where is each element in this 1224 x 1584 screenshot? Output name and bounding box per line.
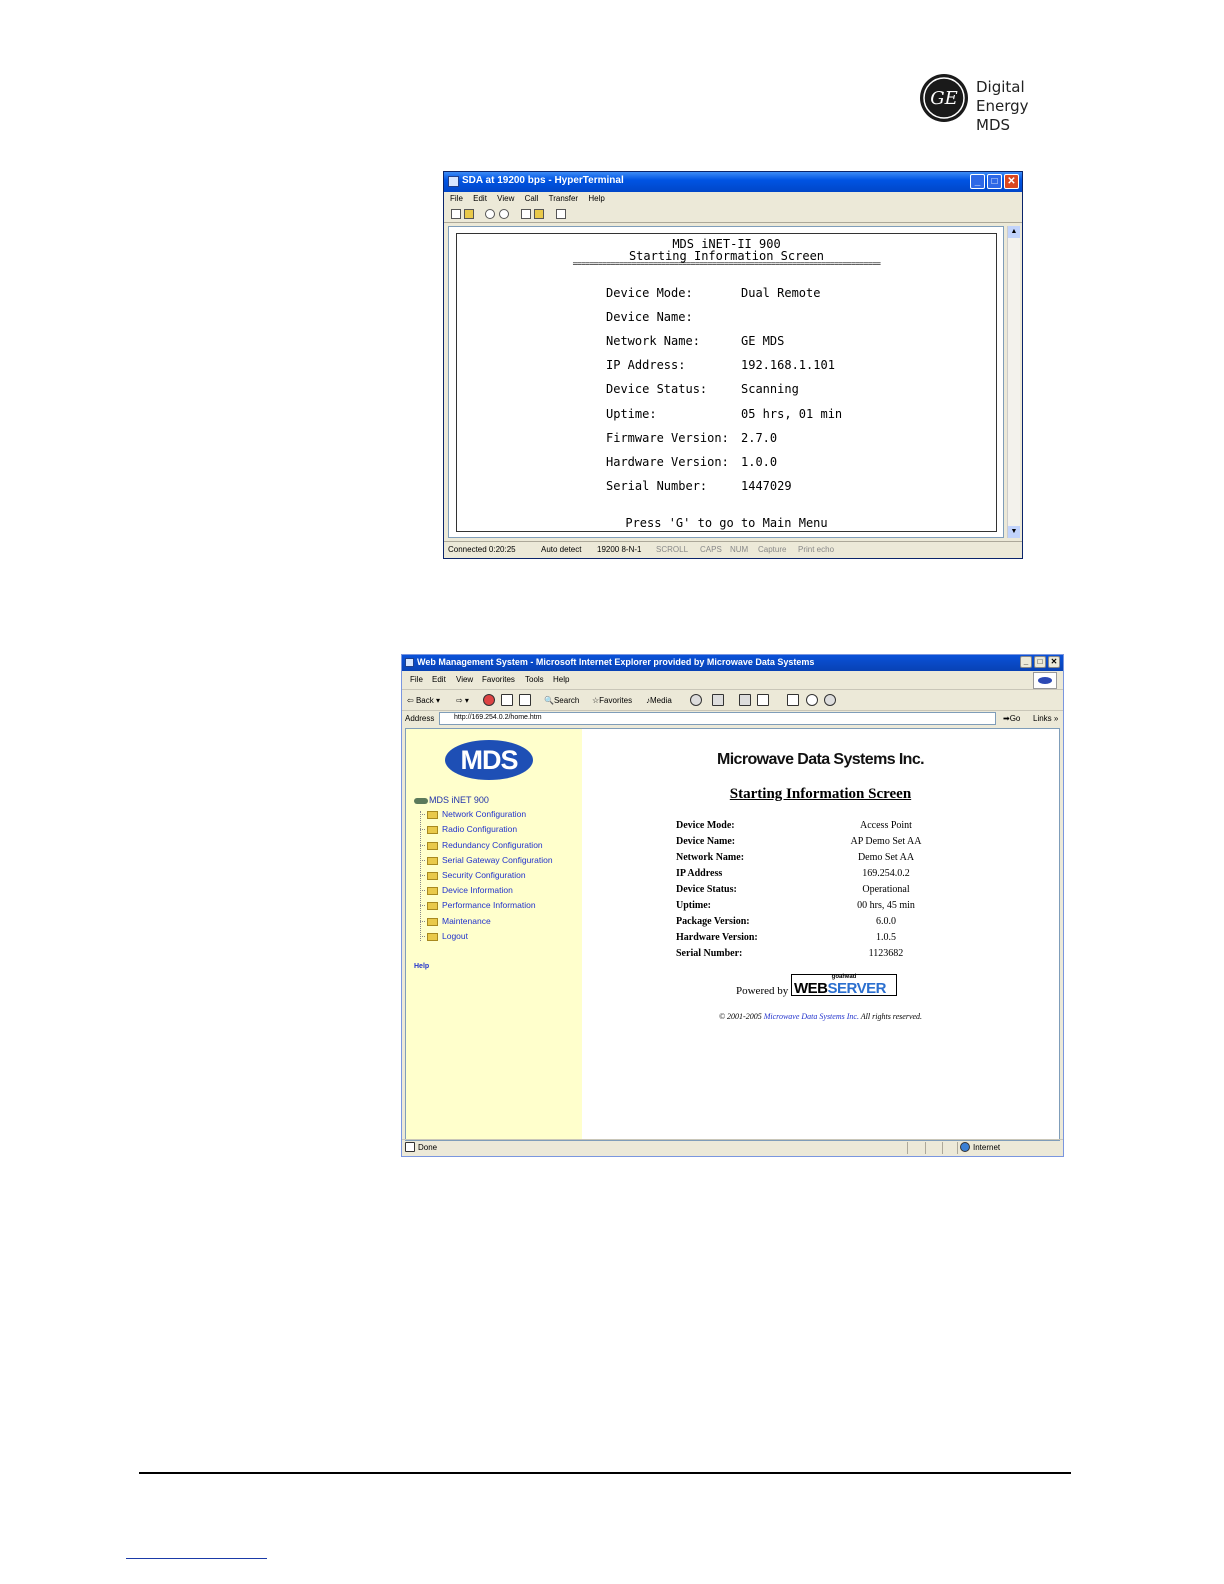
mds-link[interactable]: Microwave Data Systems Inc. bbox=[763, 1012, 859, 1021]
properties-icon[interactable] bbox=[556, 209, 566, 219]
status-zone: Internet bbox=[973, 1143, 1001, 1152]
folder-icon bbox=[427, 857, 438, 865]
mds-brand-icon bbox=[1033, 672, 1057, 689]
ge-monogram-icon bbox=[918, 72, 970, 124]
minimize-button[interactable]: _ bbox=[1020, 656, 1032, 668]
company-title: Microwave Data Systems Inc. bbox=[716, 751, 924, 768]
close-button[interactable]: ✕ bbox=[1004, 174, 1019, 189]
nav-network-configuration[interactable]: Network Configuration bbox=[420, 809, 526, 819]
nav-maintenance[interactable]: Maintenance bbox=[420, 916, 491, 926]
address-url: http://169.254.0.2/home.htm bbox=[454, 714, 542, 721]
window-title: SDA at 19200 bps - HyperTerminal bbox=[462, 175, 624, 186]
mail-icon[interactable] bbox=[712, 694, 724, 706]
tree-root-mds-inet-900[interactable]: MDS iNET 900 bbox=[414, 795, 489, 805]
forward-button[interactable]: ⇨ ▾ bbox=[456, 696, 469, 705]
nav-sidebar bbox=[406, 729, 582, 1140]
menu-edit[interactable]: Edit bbox=[432, 675, 446, 684]
device-icon bbox=[414, 798, 428, 804]
address-input[interactable] bbox=[439, 712, 996, 725]
search-button[interactable]: 🔍Search bbox=[544, 696, 580, 705]
connect-icon[interactable] bbox=[485, 209, 495, 219]
nav-redundancy-configuration[interactable]: Redundancy Configuration bbox=[420, 840, 543, 850]
ie-app-icon bbox=[405, 658, 414, 667]
status-caps: CAPS bbox=[700, 545, 722, 554]
mds-logo: MDS bbox=[445, 740, 533, 780]
terminal-frame: MDS iNET-II 900 Starting Information Screen ========================================================================= Device Mode: Dual Remote Device Name: Network Name: GE MDS IP Address: 192.168.1.101 Device Status: Scanning Uptime: 05 hrs, 01 min Firmware Version: 2.7.0 Hardware Version: 1.0.0 Serial Number: 1447029 Press 'G' to go to Main Menu bbox=[456, 233, 997, 532]
messenger-icon[interactable] bbox=[806, 694, 818, 706]
home-icon[interactable] bbox=[519, 694, 531, 706]
new-connection-icon[interactable] bbox=[451, 209, 461, 219]
links-button[interactable]: Links » bbox=[1033, 714, 1059, 723]
logo-subtitle: MDS bbox=[976, 116, 1011, 134]
browser-titlebar[interactable] bbox=[402, 655, 1063, 671]
browser-toolbar bbox=[402, 690, 1063, 711]
folder-icon bbox=[427, 811, 438, 819]
folder-icon bbox=[427, 902, 438, 910]
status-settings: 19200 8-N-1 bbox=[597, 545, 642, 554]
menu-view[interactable]: View bbox=[497, 194, 515, 203]
maximize-button[interactable]: □ bbox=[987, 174, 1002, 189]
research-icon[interactable] bbox=[824, 694, 836, 706]
print-icon[interactable] bbox=[739, 694, 751, 706]
terminal-screen[interactable] bbox=[448, 226, 1004, 538]
menu-transfer[interactable]: Transfer bbox=[548, 194, 579, 203]
nav-logout[interactable]: Logout bbox=[420, 931, 468, 941]
toolbar bbox=[444, 206, 1022, 223]
menu-file[interactable]: File bbox=[450, 194, 463, 203]
folder-icon bbox=[427, 887, 438, 895]
browser-window bbox=[401, 654, 1064, 1157]
nav-security-configuration[interactable]: Security Configuration bbox=[420, 870, 526, 880]
hyperterminal-app-icon bbox=[448, 176, 459, 187]
hyperterminal-window bbox=[443, 171, 1023, 559]
browser-status-bar bbox=[402, 1139, 1063, 1156]
hyperterminal-titlebar[interactable] bbox=[444, 172, 1022, 192]
menu-help[interactable]: Help bbox=[553, 675, 570, 684]
nav-serial-gateway-configuration[interactable]: Serial Gateway Configuration bbox=[420, 855, 553, 865]
close-button[interactable]: ✕ bbox=[1048, 656, 1060, 668]
go-button[interactable]: ➡Go bbox=[1003, 714, 1021, 723]
menu-help[interactable]: Help bbox=[588, 194, 605, 203]
ge-digital-energy-logo bbox=[918, 72, 1078, 134]
media-button[interactable]: ♪Media bbox=[646, 696, 672, 705]
status-scroll: SCROLL bbox=[656, 545, 689, 554]
folder-icon bbox=[427, 826, 438, 834]
status-done: Done bbox=[418, 1143, 438, 1152]
maximize-button[interactable]: □ bbox=[1034, 656, 1046, 668]
status-detect: Auto detect bbox=[541, 545, 582, 554]
footer-divider bbox=[139, 1472, 1071, 1474]
folder-icon bbox=[427, 842, 438, 850]
status-bar bbox=[444, 541, 1022, 558]
terminal-prompt: Press 'G' to go to Main Menu bbox=[625, 516, 828, 530]
edit-icon[interactable] bbox=[757, 694, 769, 706]
nav-radio-configuration[interactable]: Radio Configuration bbox=[420, 824, 517, 834]
terminal-subheading: Starting Information Screen bbox=[628, 249, 825, 263]
refresh-icon[interactable] bbox=[501, 694, 513, 706]
browser-title: Web Management System - Microsoft Internet Explorer provided by Microwave Data Systems bbox=[417, 657, 815, 667]
folder-icon bbox=[427, 918, 438, 926]
back-button[interactable]: ⇦ Back ▾ bbox=[407, 696, 440, 705]
status-print-echo: Print echo bbox=[798, 545, 835, 554]
menu-view[interactable]: View bbox=[456, 675, 474, 684]
page-title: Starting Information Screen bbox=[729, 786, 912, 802]
open-icon[interactable] bbox=[464, 209, 474, 219]
history-icon[interactable] bbox=[690, 694, 702, 706]
disconnect-icon[interactable] bbox=[499, 209, 509, 219]
address-bar bbox=[402, 711, 1063, 728]
goahead-webserver-logo[interactable]: goahead WEBSERVER bbox=[791, 974, 897, 996]
status-capture: Capture bbox=[758, 545, 787, 554]
terminal-rule: ========================================================================= bbox=[572, 259, 881, 268]
send-icon[interactable] bbox=[521, 209, 531, 219]
internet-zone-icon bbox=[960, 1142, 970, 1152]
favorites-button[interactable]: ☆Favorites bbox=[592, 696, 633, 705]
vertical-scrollbar[interactable] bbox=[1007, 226, 1020, 538]
powered-by-label: Powered by bbox=[736, 985, 789, 997]
main-panel: Microwave Data Systems Inc. Starting Information Screen Device Mode: Access Point Device Name: AP Demo Set AA Network Name: Demo Set AA IP Address 169.254.0.2 Device Status: Operational Uptime: 00 hrs, 45 min Package Version: 6.0.0 Hardware Version: 1.0.5 Serial Number: 1123682 Powered by goahead WEBSERVER © 2001-2005 Microwave Data Systems Inc. All rights reserved. bbox=[582, 729, 1059, 1140]
folder-icon bbox=[427, 933, 438, 941]
browser-menubar bbox=[402, 671, 1063, 690]
address-label: Address bbox=[405, 714, 435, 723]
receive-icon[interactable] bbox=[534, 209, 544, 219]
nav-performance-information[interactable]: Performance Information bbox=[420, 900, 536, 910]
folder-icon bbox=[427, 872, 438, 880]
status-num: NUM bbox=[730, 545, 749, 554]
terminal-heading: MDS iNET-II 900 bbox=[672, 237, 781, 251]
menu-tools[interactable]: Tools bbox=[525, 675, 544, 684]
stop-icon[interactable] bbox=[483, 694, 495, 706]
copyright-notice: © 2001-2005 Microwave Data Systems Inc. All rights reserved. bbox=[718, 1012, 923, 1021]
minimize-button[interactable]: _ bbox=[970, 174, 985, 189]
svg-text:GE: GE bbox=[930, 88, 958, 109]
page-icon bbox=[405, 1142, 415, 1152]
footer-link-underline bbox=[126, 1558, 267, 1559]
menubar bbox=[444, 192, 1022, 206]
help-link[interactable]: Help bbox=[414, 963, 430, 970]
nav-device-information[interactable]: Device Information bbox=[420, 885, 513, 895]
menu-favorites[interactable]: Favorites bbox=[482, 675, 515, 684]
scroll-up-icon[interactable]: ▲ bbox=[1008, 226, 1020, 238]
menu-file[interactable]: File bbox=[410, 675, 423, 684]
menu-edit[interactable]: Edit bbox=[473, 194, 487, 203]
logo-title: Digital Energy bbox=[976, 78, 1029, 115]
scroll-down-icon[interactable]: ▼ bbox=[1008, 526, 1020, 538]
page-content bbox=[405, 728, 1060, 1141]
discuss-icon[interactable] bbox=[787, 694, 799, 706]
menu-call[interactable]: Call bbox=[524, 194, 539, 203]
status-connected: Connected 0:20:25 bbox=[448, 545, 516, 554]
